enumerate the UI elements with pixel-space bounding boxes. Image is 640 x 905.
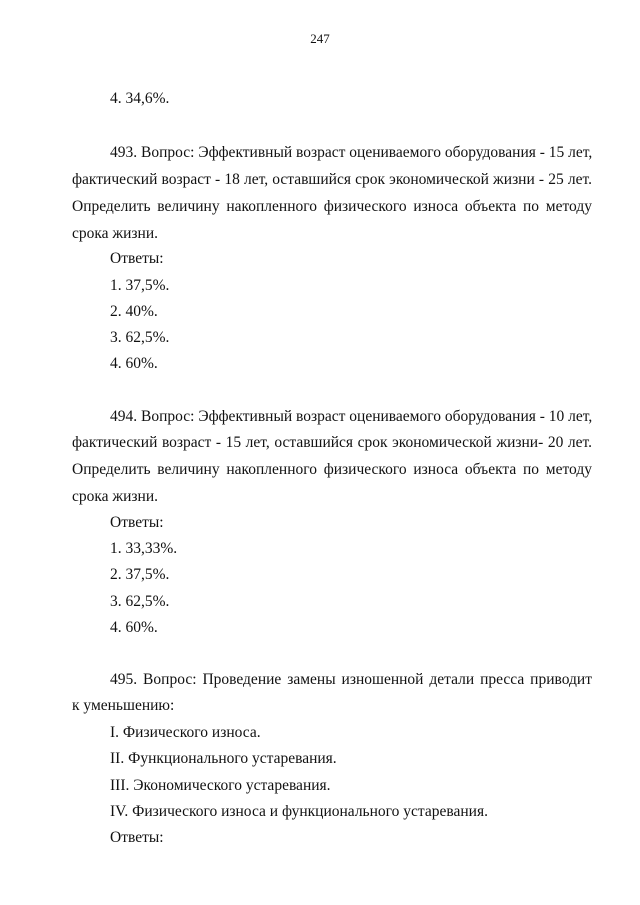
question-493-answer-3: 3. 62,5%. — [110, 329, 170, 346]
page-number: 247 — [310, 31, 330, 46]
previous-answer: 4. 34,6%. — [110, 90, 170, 107]
question-494-answer-1: 1. 33,33%. — [110, 540, 178, 557]
question-493-line-4: срока жизни. — [72, 225, 159, 242]
question-494-line-2: фактический возраст - 15 лет, оставшийся срок экономической жизни- 20 лет. — [72, 434, 592, 451]
question-493-answer-1: 1. 37,5%. — [110, 277, 170, 294]
question-495-option-4: IV. Физического износа и функционального устаревания. — [110, 803, 488, 820]
question-494-answer-3: 3. 62,5%. — [110, 593, 170, 610]
question-494-line-3: Определить величину накопленного физического износа объекта по методу — [72, 461, 592, 478]
question-494-line-1: 494. Вопрос: Эффективный возраст оцениваемого оборудования - 10 лет, — [110, 408, 593, 425]
question-493-answers-label: Ответы: — [110, 250, 164, 267]
question-494-answer-2: 2. 37,5%. — [110, 566, 170, 583]
question-493-answer-4: 4. 60%. — [110, 355, 158, 372]
question-495-option-2: II. Функционального устаревания. — [110, 750, 337, 767]
question-494-line-4: срока жизни. — [72, 488, 159, 505]
question-493-line-2: фактический возраст - 18 лет, оставшийся срок экономической жизни - 25 лет. — [72, 171, 592, 188]
question-495-line-2: к уменьшению: — [72, 697, 175, 714]
question-495-line-1: 495. Вопрос: Проведение замены изношенной детали пресса приводит — [110, 671, 592, 688]
question-494-answer-4: 4. 60%. — [110, 619, 158, 636]
question-495-answers-label: Ответы: — [110, 829, 164, 846]
question-493-line-1: 493. Вопрос: Эффективный возраст оцениваемого оборудования - 15 лет, — [110, 144, 593, 161]
question-495-option-3: III. Экономического устаревания. — [110, 777, 331, 794]
question-494-answers-label: Ответы: — [110, 514, 164, 531]
question-495-option-1: I. Физического износа. — [110, 724, 261, 741]
question-493-line-3: Определить величину накопленного физического износа объекта по методу — [72, 198, 592, 215]
question-493-answer-2: 2. 40%. — [110, 303, 158, 320]
